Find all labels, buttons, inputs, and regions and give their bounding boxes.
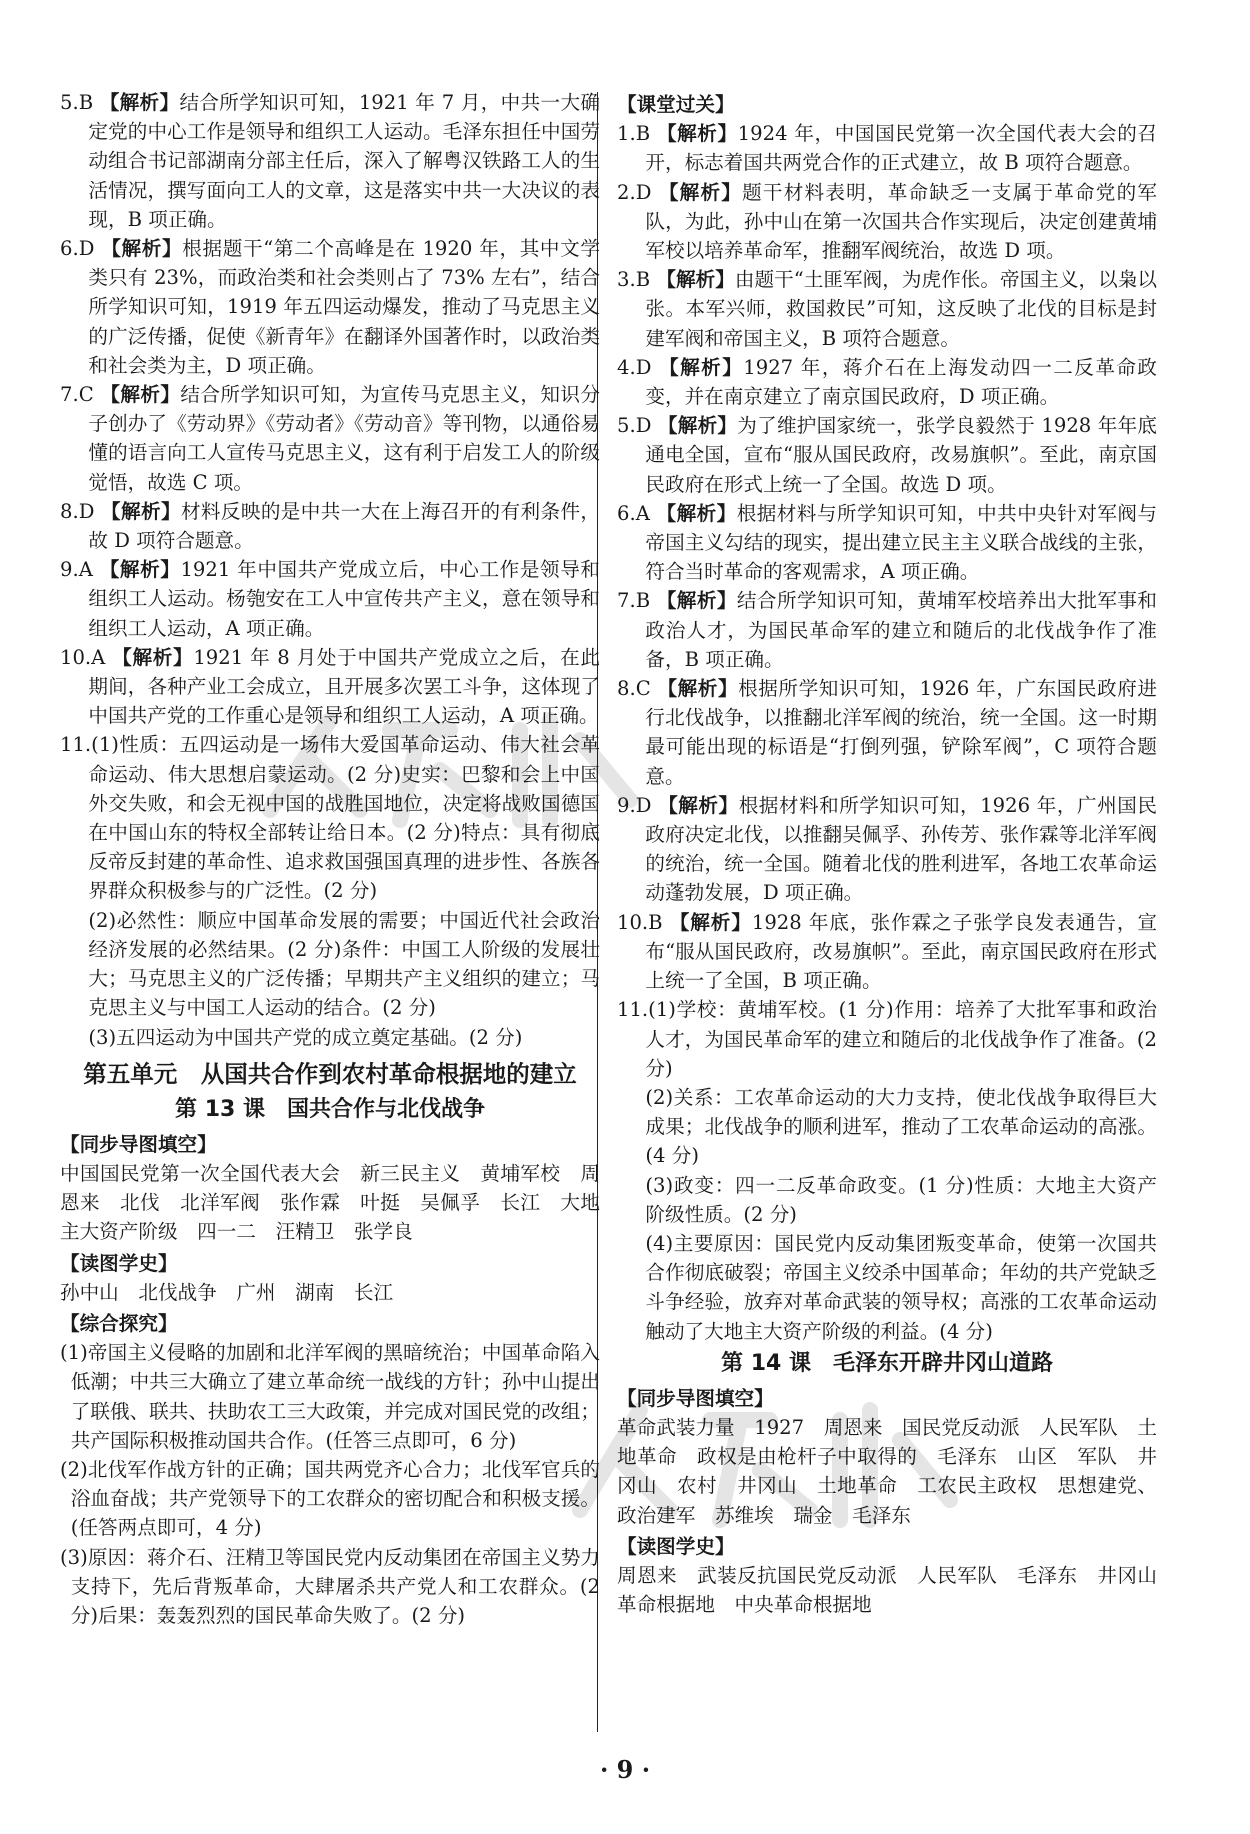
read-map-heading: 【读图学史】 xyxy=(60,1251,178,1275)
sync-fill-heading: 【同步导图填空】 xyxy=(617,1386,774,1410)
answer-item: 9.D 【解析】根据材料和所学知识可知，1926 年，广州国民政府决定北伐，以推翻吴佩孚、孙传芳、张作霖等北洋军阀的统治，统一全国。随着北伐的胜利进军，各地工农革命运动蓬勃发展，D 项正确。 xyxy=(617,793,1158,905)
q11-part-3: (3)五四运动为中国共产党的成立奠定基础。(2 分) xyxy=(88,1025,523,1049)
question-11-right xyxy=(617,995,1157,1345)
q11-part-2: (2)必然性：顺应中国革命发展的需要；中国近代社会政治经济发展的必然结果。(2 分)条件：中国工人阶级的发展壮大；马克思主义的广泛传播；早期共产主义组织的建立；马克思主义与中国工人运动的结合。(2 分) xyxy=(88,908,600,1020)
question-11-left xyxy=(60,730,600,1051)
answer-list-left xyxy=(60,88,600,730)
answer-item: 6.D 【解析】根据题干“第二个高峰是在 1920 年，其中文学类只有 23%，而政治类和社会类则占了 73% 左右”，结合所学知识可知，1919 年五四运动爆发，推动了马克思主义的广泛传播，促使《新青年》在翻译外国著作时，以政治类和社会类为主，D 项正确。 xyxy=(60,237,601,377)
unit-title: 第五单元 从国共合作到农村革命根据地的建立 xyxy=(83,1059,577,1088)
answer-item: 5.B 【解析】结合所学知识可知，1921 年 7 月，中共一大确定党的中心工作是领导和组织工人运动。毛泽东担任中国劳动组合书记部湖南分部主任后，深入了解粤汉铁路工人的生活情况，撰写面向工人的文章，这是落实中共一大决议的表现，B 项正确。 xyxy=(60,91,601,231)
answer-item: 8.D 【解析】材料反映的是中共一大在上海召开的有利条件，故 D 项符合题意。 xyxy=(60,499,601,553)
answer-list-right xyxy=(617,119,1157,995)
q11-part-1: 11.(1)学校：黄埔军校。(1 分)作用：培养了大批军事和政治人才，为国民革命军的建立和随后的北伐战争作了准备。(2 分) xyxy=(617,998,1157,1080)
explore-heading: 【综合探究】 xyxy=(60,1311,178,1335)
left-column xyxy=(60,88,600,1630)
answer-item: 9.A 【解析】1921 年中国共产党成立后，中心工作是领导和组织工人运动。杨匏安在工人中宣传共产主义，意在领导和组织工人运动，A 项正确。 xyxy=(60,558,601,640)
answer-item: 4.D 【解析】1927 年，蒋介石在上海发动四一二反革命政变，并在南京建立了南京国民政府，D 项正确。 xyxy=(617,355,1158,409)
answer-item: 1.B 【解析】1924 年，中国国民党第一次全国代表大会的召开，标志着国共两党合作的正式建立，故 B 项符合题意。 xyxy=(617,122,1158,175)
answer-item: 8.C 【解析】根据所学知识可知，1926 年，广东国民政府进行北伐战争，以推翻北洋军阀的统治，统一全国。这一时期最可能出现的标语是“打倒列强，铲除军阀”，C 项符合题意。 xyxy=(617,677,1158,788)
q11-part-3: (3)政变：四一二反革命政变。(1 分)性质：大地主大资产阶级性质。(2 分) xyxy=(645,1173,1157,1226)
lesson-13-title: 第 13 课 国共合作与北伐战争 xyxy=(175,1096,485,1122)
class-check-heading: 【课堂过关】 xyxy=(617,93,735,116)
read-map-heading: 【读图学史】 xyxy=(617,1534,735,1558)
page-number: · 9 · xyxy=(599,1755,651,1784)
explore-answer-3: (3)原因：蒋介石、汪精卫等国民党内反动集团在帝国主义势力支持下，先后背叛革命，大肆屠杀共产党人和工农群众。(2 分)后果：轰轰烈烈的国民革命失败了。(2 分) xyxy=(60,1545,600,1627)
read-map-answers: 周恩来 武装反抗国民党反动派 人民军队 毛泽东 井冈山革命根据地 中央革命根据地 xyxy=(617,1563,1157,1617)
right-column xyxy=(617,88,1157,1619)
answer-item: 7.C 【解析】结合所学知识可知，为宣传马克思主义，知识分子创办了《劳动界》《劳动者》《劳动音》等刊物，以通俗易懂的语言向工人宣传马克思主义，这有利于启发工人的阶级觉悟，故选 C 项。 xyxy=(60,383,601,494)
explore-answer-2: (2)北伐军作战方针的正确；国共两党齐心合力；北伐军官兵的浴血奋战；共产党领导下的工农群众的密切配合和积极支援。(任答两点即可，4 分) xyxy=(60,1457,600,1540)
read-map-answers: 孙中山 北伐战争 广州 湖南 长江 xyxy=(60,1280,394,1304)
q11-part-1: 11.(1)性质：五四运动是一场伟大爱国革命运动、伟大社会革命运动、伟大思想启蒙运动。(2 分)史实：巴黎和会上中国外交失败，和会无视中国的战胜国地位，决定将战败国德国在中国山东的特权全部转让给日本。(2 分)特点：具有彻底反帝反封建的革命性、追求救国强国真理的进步性、各族各界群众积极参与的广泛性。(2 分) xyxy=(60,733,600,903)
sync-fill-answers: 革命武装力量 1927 周恩来 国民党反动派 人民军队 土地革命 政权是由枪杆子中取得的 毛泽东 山区 军队 井冈山 农村 井冈山 土地革命 工农民主政权 思想建党、政治建军 苏维埃 瑞金 毛泽东 xyxy=(617,1415,1157,1527)
q11-part-4: (4)主要原因：国民党内反动集团叛变革命，使第一次国共合作彻底破裂；帝国主义绞杀中国革命；年幼的共产党缺乏斗争经验，放弃对革命武装的领导权；高涨的工农革命运动触动了大地主大资产阶级的利益。(4 分) xyxy=(645,1231,1157,1343)
explore-answer-1: (1)帝国主义侵略的加剧和北洋军阀的黑暗统治；中国革命陷入低潮；中共三大确立了建立革命统一战线的方针；孙中山提出了联俄、联共、扶助农工三大政策，并完成对国民党的改组；共产国际积极推动国共合作。(任答三点即可，6 分) xyxy=(60,1341,600,1452)
answer-item: 2.D 【解析】题干材料表明，革命缺乏一支属于革命党的军队，为此，孙中山在第一次国共合作实现后，决定创建黄埔军校以培养革命军，推翻军阀统治，故选 D 项。 xyxy=(617,180,1158,263)
answer-item: 3.B 【解析】由题干“土匪军阀，为虎作伥。帝国主义，以枭以张。本军兴师，救国救民”可知，这反映了北伐的目标是封建军阀和帝国主义，B 项符合题意。 xyxy=(617,268,1157,350)
sync-fill-answers: 中国国民党第一次全国代表大会 新三民主义 黄埔军校 周恩来 北伐 北洋军阀 张作霖 叶挺 吴佩孚 长江 大地主大资产阶级 四一二 汪精卫 张学良 xyxy=(60,1161,600,1244)
answer-item: 10.B 【解析】1928 年底，张作霖之子张学良发表通告，宣布“服从国民政府，改易旗帜”。至此，南京国民政府在形式上统一了全国，B 项正确。 xyxy=(617,910,1157,993)
lesson-14-title: 第 14 课 毛泽东开辟井冈山道路 xyxy=(721,1350,1053,1376)
q11-part-2: (2)关系：工农革命运动的大力支持，使北伐战争取得巨大成果；北伐战争的顺利进军，推动了工农革命运动的高涨。(4 分) xyxy=(645,1085,1157,1168)
answer-item: 6.A 【解析】根据材料与所学知识可知，中共中央针对军阀与帝国主义勾结的现实，提出建立民主主义联合战线的主张，符合当时革命的客观需求，A 项正确。 xyxy=(617,501,1158,584)
sync-fill-heading: 【同步导图填空】 xyxy=(60,1132,217,1156)
answer-item: 10.A 【解析】1921 年 8 月处于中国共产党成立之后，在此期间，各种产业工会成立，且开展多次罢工斗争，这体现了中国共产党的工作重心是领导和组织工人运动，A 项正确。 xyxy=(60,645,601,728)
answer-item: 5.D 【解析】为了维护国家统一，张学良毅然于 1928 年年底通电全国，宣布“服从国民政府，改易旗帜”。至此，南京国民政府在形式上统一了全国。故选 D 项。 xyxy=(617,414,1158,496)
answer-item: 7.B 【解析】结合所学知识可知，黄埔军校培养出大批军事和政治人才，为国民革命军的建立和随后的北伐战争作了准备，B 项正确。 xyxy=(617,589,1158,671)
